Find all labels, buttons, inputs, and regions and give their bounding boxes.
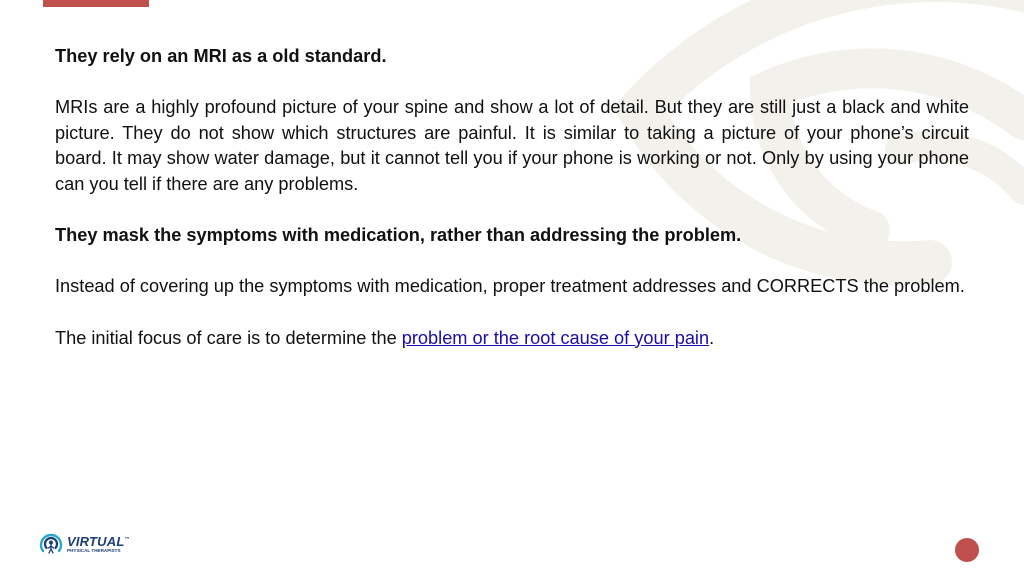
heading-medication: They mask the symptoms with medication, rather than addressing the problem. bbox=[55, 225, 742, 246]
logo-wordmark bbox=[67, 535, 130, 554]
focus-suffix: . bbox=[709, 327, 715, 348]
accent-bar bbox=[43, 0, 149, 7]
logo-tagline: PHYSICAL THERAPISTS bbox=[67, 547, 121, 553]
logo-trademark: ™ bbox=[124, 536, 130, 543]
virtual-pt-logo bbox=[38, 528, 130, 560]
heading-mri: They rely on an MRI as a old standard. bbox=[55, 46, 387, 66]
root-cause-link[interactable]: problem or the root cause of your pain bbox=[401, 327, 710, 348]
paragraph-mri: MRIs are a highly profound picture of your spine and show a lot of detail. But they are still just a black and white picture. They do not show which structures are painful. It is similar to taking a picture of your phone’s circuit board. It may show water damage, but it cannot tell you if your phone is working or not. Only by using your phone can you tell if there are any problems. bbox=[55, 97, 969, 194]
logo-name: VIRTUAL bbox=[67, 533, 125, 549]
paragraph-focus bbox=[55, 326, 969, 352]
logo-emblem-icon bbox=[38, 531, 64, 557]
focus-prefix: The initial focus of care is to determine the bbox=[55, 327, 402, 348]
slide-nav-dot[interactable] bbox=[955, 538, 979, 562]
paragraph-treatment: Instead of covering up the symptoms with medication, proper treatment addresses and CORRECTS the problem. bbox=[55, 276, 965, 297]
slide-content bbox=[55, 44, 969, 377]
